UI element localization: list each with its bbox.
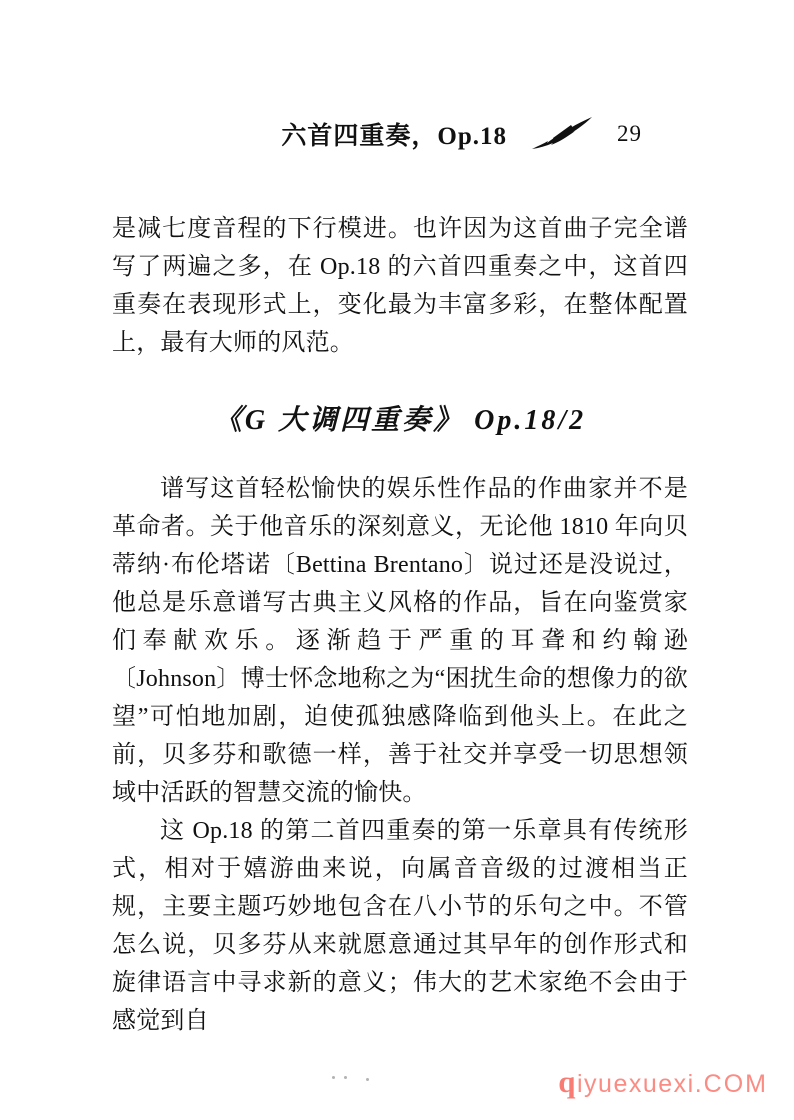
- scan-speck: [344, 1076, 347, 1079]
- running-header: [0, 0, 794, 152]
- text-block: [112, 210, 688, 1040]
- watermark-lead: q: [558, 1064, 577, 1099]
- scan-speck: [332, 1076, 335, 1079]
- page-number: 29: [617, 121, 642, 146]
- section-title: 《G 大调四重奏》 Op.18/2: [213, 405, 587, 436]
- quill-flourish-icon: [531, 116, 593, 152]
- scan-speck: [366, 1078, 369, 1081]
- site-watermark: [558, 1064, 768, 1100]
- header-title: 六首四重奏，Op.18: [281, 123, 507, 150]
- paragraph-3: 这 Op.18 的第二首四重奏的第一乐章具有传统形式，相对于嬉游曲来说，向属音音级的过渡相当正规，主要主题巧妙地包含在八小节的乐句之中。不管怎么说，贝多芬从来就愿意通过其早年的创作形式和旋律语言中寻求新的意义；伟大的艺术家绝不会由于感觉到自: [112, 818, 688, 1034]
- watermark-middle: iyuexuexi: [576, 1070, 695, 1098]
- paragraph-continuation: 是减七度音程的下行模进。也许因为这首曲子完全谱写了两遍之多，在 Op.18 的六首四重奏之中，这首四重奏在表现形式上，变化最为丰富多彩，在整体配置上，最有大师的风范。: [112, 216, 688, 356]
- paragraph-2: 谱写这首轻松愉快的娱乐性作品的作曲家并不是革命者。关于他音乐的深刻意义，无论他 1810 年向贝蒂纳·布伦塔诺〔Bettina Brentano〕说过还是没说过，他总是乐意谱写古典主义风格的作品，旨在向鉴赏家们奉献欢乐。逐渐趋于严重的耳聋和约翰逊〔Johnson〕博士怀念地称之为“困扰生命的想像力的欲望”可怕地加剧，迫使孤独感降临到他头上。在此之前，贝多芬和歌德一样，善于社交并享受一切思想领域中活跃的智慧交流的愉快。: [112, 476, 688, 806]
- watermark-suffix: .COM: [694, 1070, 768, 1098]
